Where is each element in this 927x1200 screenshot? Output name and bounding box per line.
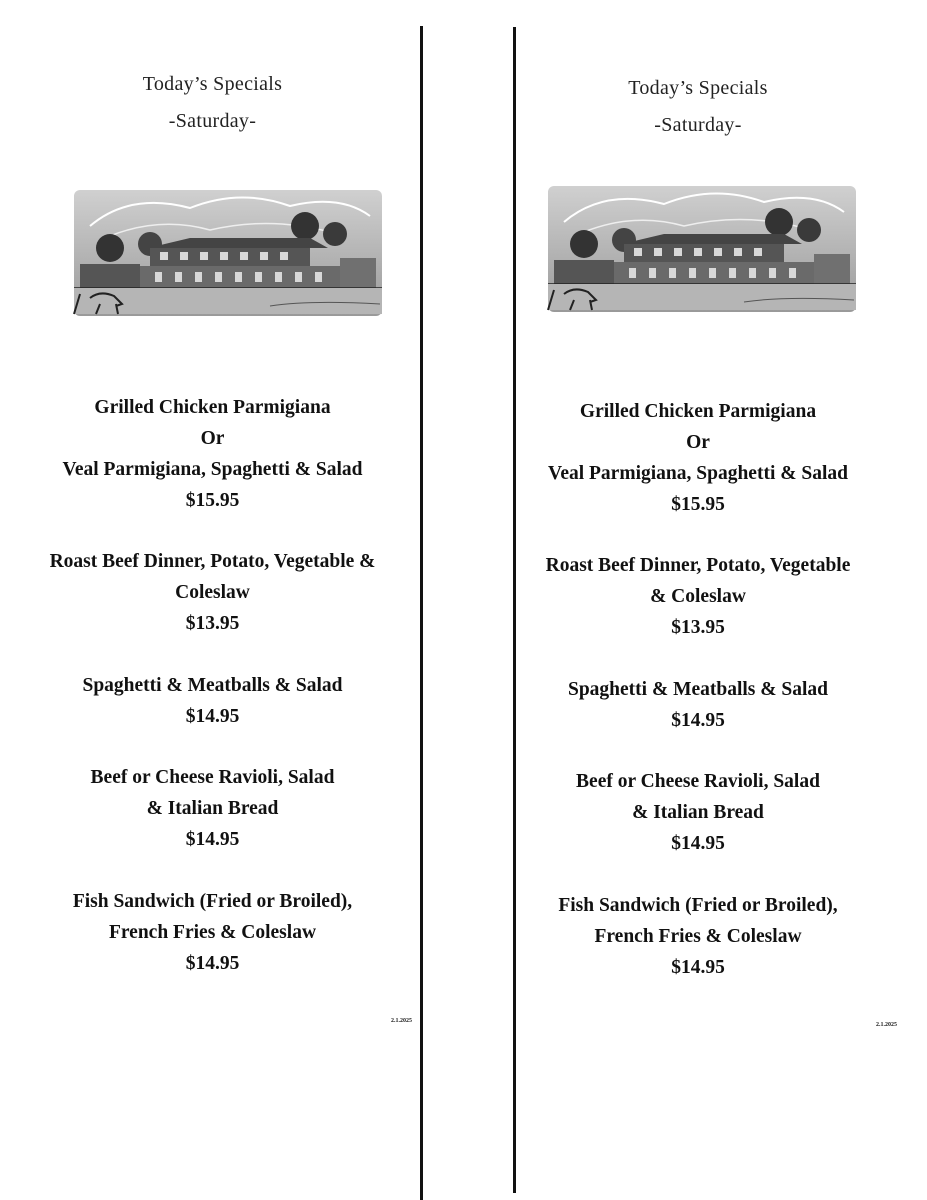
menu-item-line: Spaghetti & Meatballs & Salad [82,675,343,696]
menu-item [530,890,866,983]
menu-item-price: $14.95 [671,957,725,978]
menu-item [15,546,410,639]
specials-menu-right [530,0,897,1200]
menu-item-line: Fish Sandwich (Fried or Broiled), [558,895,838,916]
menu-item-price: $14.95 [671,833,725,854]
menu-item-price: $15.95 [185,490,240,511]
menu-item-line: Veal Parmigiana, Spaghetti & Salad [62,459,363,480]
print-date: 2.1.2025 [391,1018,412,1024]
column-divider-left [420,26,423,1200]
menu-day: -Saturday- [654,114,742,136]
restaurant-building-illustration [544,182,860,318]
menu-item [15,762,410,855]
menu-item-line: & Italian Bread [632,802,764,823]
menu-item-line: Grilled Chicken Parmigiana [579,401,817,422]
menu-item-price: $15.95 [671,494,725,515]
menu-item-price: $14.95 [671,710,725,731]
menu-item-line: Coleslaw [175,582,250,603]
menu-item [530,396,866,520]
menu-item-line: Grilled Chicken Parmigiana [94,397,331,418]
menu-item [15,886,410,979]
menu-title: Today’s Specials [628,77,768,99]
menu-item-line: French Fries & Coleslaw [108,922,317,943]
menu-item-line: Veal Parmigiana, Spaghetti & Salad [548,463,848,484]
menu-item [15,392,410,516]
menu-item-line: Spaghetti & Meatballs & Salad [567,679,828,700]
menu-item-price: $14.95 [185,953,240,974]
menu-item-price: $13.95 [185,613,240,634]
menu-item-line: Or [686,432,710,453]
menu-item-line: Roast Beef Dinner, Potato, Vegetable & [49,551,376,572]
print-date: 2.1.2025 [876,1022,897,1028]
menu-item-line: Beef or Cheese Ravioli, Salad [576,771,820,792]
menu-item-line: Fish Sandwich (Fried or Broiled), [72,891,353,912]
menu-item-price: $14.95 [185,706,240,727]
menu-item-line: & Italian Bread [146,798,279,819]
specials-menu-left [15,0,410,1200]
menu-item-price: $13.95 [671,617,725,638]
column-divider-right [513,27,516,1193]
menu-item-line: French Fries & Coleslaw [594,926,802,947]
menu-item-line: Beef or Cheese Ravioli, Salad [90,767,335,788]
restaurant-building-illustration [70,186,386,322]
menu-item-line: & Coleslaw [650,586,746,607]
menu-item [15,670,410,732]
menu-item [530,550,866,643]
menu-item-line: Roast Beef Dinner, Potato, Vegetable [545,555,851,576]
menu-item-line: Or [200,428,225,449]
menu-item [530,766,866,859]
menu-item-price: $14.95 [185,829,240,850]
menu-item [530,674,866,736]
menu-title: Today’s Specials [142,73,283,95]
menu-day: -Saturday- [168,110,257,132]
